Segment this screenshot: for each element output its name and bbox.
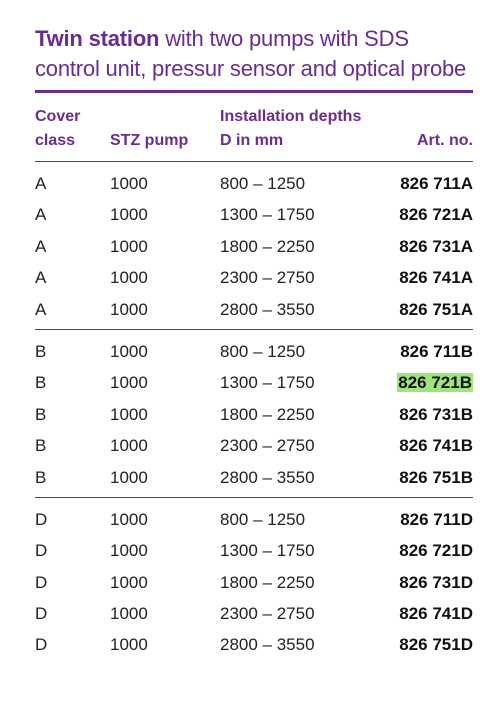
cell-installation-depth: 2800 – 3550: [220, 635, 315, 655]
cell-art-no: 826 711B: [400, 341, 473, 361]
table-row: [35, 367, 473, 398]
cell-pump: 1000: [110, 373, 148, 393]
cell-installation-depth: 800 – 1250: [220, 509, 306, 529]
table-row: [35, 294, 473, 325]
header-cover-class: [35, 105, 80, 153]
cell-cover-class: D: [35, 509, 48, 529]
cell-pump: 1000: [110, 299, 148, 319]
cell-cover-class: A: [35, 174, 47, 193]
table-row: [35, 598, 473, 629]
header-art-no: [417, 129, 473, 153]
cell-cover-class: B: [35, 373, 47, 393]
header-depth-line1: Installation depths: [220, 108, 362, 125]
cell-installation-depth: 2300 – 2750: [220, 436, 315, 456]
cell-cover-class: D: [35, 635, 48, 655]
cell-pump: 1000: [110, 509, 148, 529]
cell-pump: 1000: [110, 604, 148, 624]
table-header: [35, 105, 473, 161]
cell-art-no: 826 731B: [399, 404, 473, 424]
cell-art-no: 826 711D: [400, 509, 473, 529]
cell-cover-class: D: [35, 541, 48, 561]
cell-pump: 1000: [110, 635, 148, 655]
cell-art-no: 826 731D: [399, 572, 473, 592]
cell-installation-depth: 2300 – 2750: [220, 604, 315, 624]
row-group: [35, 162, 473, 329]
table-row: [35, 168, 473, 199]
table-row: [35, 535, 473, 566]
cell-art-no: 826 721D: [399, 541, 473, 561]
cell-installation-depth: 2800 – 3550: [220, 299, 315, 319]
table-title: [35, 24, 473, 84]
cell-pump: 1000: [110, 205, 148, 225]
cell-art-no: 826 741B: [399, 436, 473, 456]
cell-installation-depth: 1300 – 1750: [220, 373, 315, 393]
table-row: [35, 336, 473, 367]
highlighted-art-no: 826 721B: [398, 373, 472, 393]
table-row: [35, 262, 473, 293]
cell-pump: 1000: [110, 467, 148, 487]
cell-cover-class: A: [35, 268, 47, 288]
cell-art-no: 826 711A: [400, 174, 473, 193]
cell-art-no: 826 741D: [399, 604, 473, 624]
cell-art-no: 826 741A: [399, 268, 473, 288]
cell-installation-depth: 1300 – 1750: [220, 541, 315, 561]
cell-cover-class: B: [35, 404, 47, 424]
cell-cover-class: A: [35, 299, 47, 319]
cell-cover-class: B: [35, 467, 47, 487]
header-depth-line2: D in mm: [220, 132, 284, 149]
table-row: [35, 231, 473, 262]
cell-pump: 1000: [110, 404, 148, 424]
header-pump-label: STZ pump: [110, 132, 189, 149]
header-pump: [110, 129, 188, 153]
cell-cover-class: B: [35, 341, 47, 361]
product-table-page: [35, 24, 473, 665]
cell-art-no: 826 751A: [399, 299, 473, 319]
cell-pump: 1000: [110, 174, 148, 193]
cell-installation-depth: 1300 – 1750: [220, 205, 315, 225]
cell-cover-class: B: [35, 436, 47, 456]
cell-cover-class: D: [35, 572, 48, 592]
cell-cover-class: A: [35, 205, 47, 225]
cell-installation-depth: 2300 – 2750: [220, 268, 315, 288]
row-group: [35, 330, 473, 497]
cell-pump: 1000: [110, 572, 148, 592]
cell-pump: 1000: [110, 341, 148, 361]
cell-pump: 1000: [110, 236, 148, 256]
header-art-no-label: Art. no.: [417, 132, 473, 149]
header-installation-depth: [220, 105, 361, 153]
cell-installation-depth: 800 – 1250: [220, 341, 306, 361]
cell-installation-depth: 800 – 1250: [220, 174, 306, 193]
table-row: [35, 504, 473, 535]
title-bold: Twin station: [35, 26, 160, 51]
cell-art-no: 826 751B: [399, 467, 473, 487]
table-row: [35, 430, 473, 461]
cell-art-no: 826 751D: [399, 635, 473, 655]
table-body: [35, 162, 473, 665]
cell-pump: 1000: [110, 541, 148, 561]
table-row: [35, 462, 473, 493]
table-row: [35, 629, 473, 660]
table-row: [35, 199, 473, 230]
cell-cover-class: A: [35, 236, 47, 256]
cell-pump: 1000: [110, 436, 148, 456]
cell-installation-depth: 1800 – 2250: [220, 572, 315, 592]
title-divider: [35, 90, 473, 93]
cell-art-no: [397, 367, 473, 398]
cell-installation-depth: 2800 – 3550: [220, 467, 315, 487]
header-cover-class-line1: Cover: [35, 108, 81, 125]
cell-cover-class: D: [35, 604, 48, 624]
cell-installation-depth: 1800 – 2250: [220, 236, 315, 256]
table-row: [35, 399, 473, 430]
header-cover-class-line2: class: [35, 132, 76, 149]
cell-art-no: 826 731A: [399, 236, 473, 256]
cell-art-no: 826 721A: [399, 205, 473, 225]
table-row: [35, 567, 473, 598]
cell-pump: 1000: [110, 268, 148, 288]
row-group: [35, 498, 473, 665]
cell-installation-depth: 1800 – 2250: [220, 404, 315, 424]
title-rest: with two pumps with SDS control unit, pressur sensor and optical probe: [35, 26, 467, 81]
